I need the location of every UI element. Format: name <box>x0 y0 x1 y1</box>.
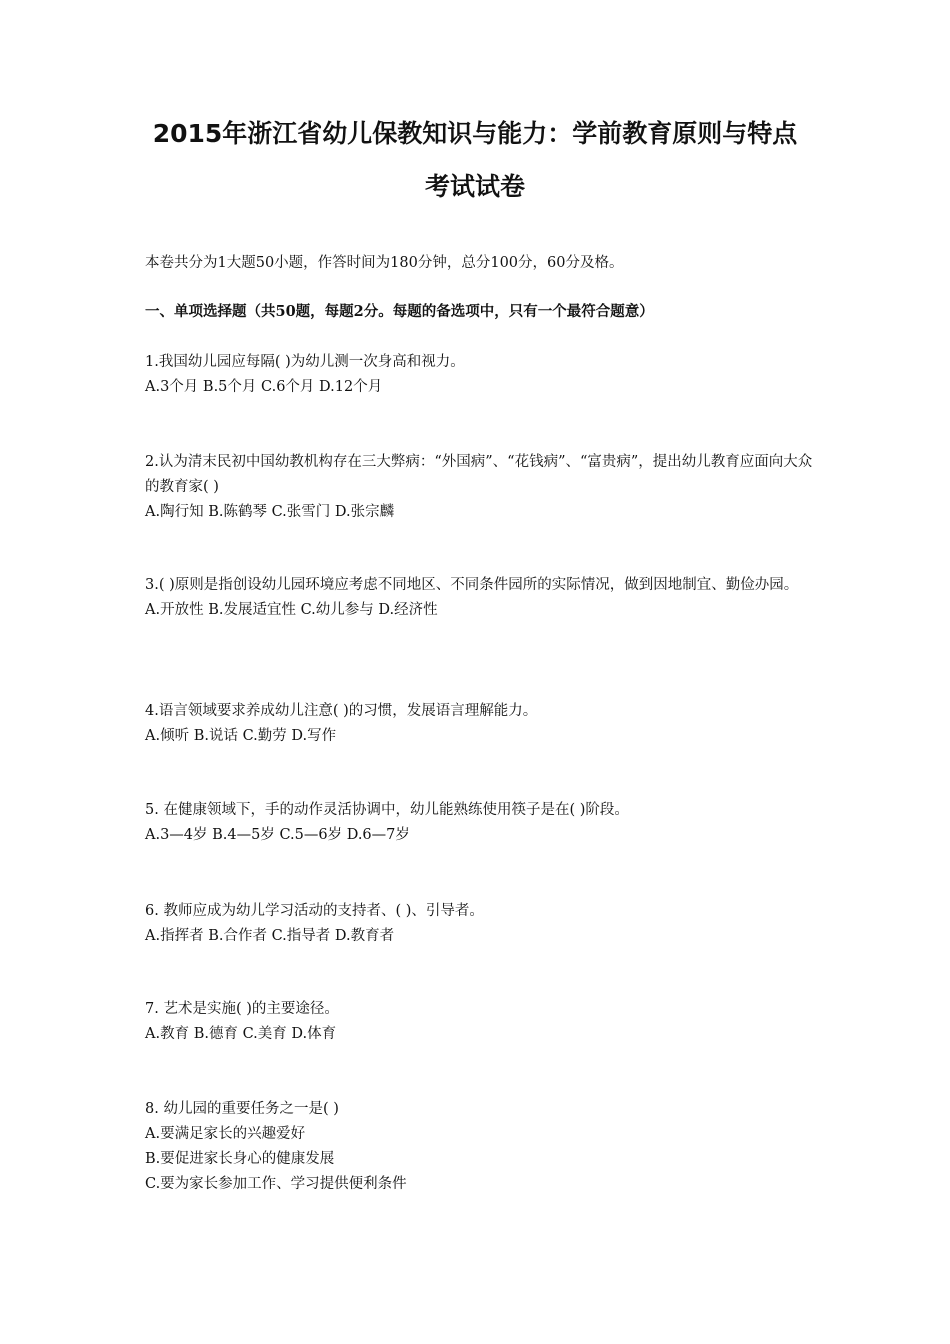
question-8-option-a: A.要满足家长的兴趣爱好 <box>145 1126 306 1142</box>
question-4-stem: 4.语言领域要求养成幼儿注意( )的习惯，发展语言理解能力。 <box>145 703 538 719</box>
question-6-stem: 6. 教师应成为幼儿学习活动的支持者、( )、引导者。 <box>145 903 484 919</box>
question-2 <box>145 450 825 525</box>
question-7 <box>145 997 825 1047</box>
question-5-options: A.3—4岁 B.4—5岁 C.5—6岁 D.6—7岁 <box>145 827 410 843</box>
question-8-stem: 8. 幼儿园的重要任务之一是( ) <box>145 1101 339 1117</box>
question-8-option-c: C.要为家长参加工作、学习提供便利条件 <box>145 1176 407 1192</box>
question-2-options: A.陶行知 B.陈鹤琴 C.张雪门 D.张宗麟 <box>145 504 395 520</box>
question-4 <box>145 699 825 749</box>
question-3-options: A.开放性 B.发展适宜性 C.幼儿参与 D.经济性 <box>145 602 438 618</box>
exam-intro: 本卷共分为1大题50小题，作答时间为180分钟，总分100分，60分及格。 <box>145 255 624 271</box>
question-2-stem: 2.认为清末民初中国幼教机构存在三大弊病：“外国病”、“花钱病”、“富贵病”，提出幼儿教育应面向大众的教育家( ) <box>145 454 813 495</box>
question-3-stem: 3.( )原则是指创设幼儿园环境应考虑不同地区、不同条件园所的实际情况，做到因地制宜、勤俭办园。 <box>145 577 799 593</box>
question-5 <box>145 798 825 848</box>
question-7-options: A.教育 B.德育 C.美育 D.体育 <box>145 1026 337 1042</box>
question-6 <box>145 899 825 949</box>
question-1 <box>145 350 825 400</box>
question-7-stem: 7. 艺术是实施( )的主要途径。 <box>145 1001 339 1017</box>
question-1-options: A.3个月 B.5个月 C.6个月 D.12个月 <box>145 379 383 395</box>
question-5-stem: 5. 在健康领域下，手的动作灵活协调中，幼儿能熟练使用筷子是在( )阶段。 <box>145 802 629 818</box>
question-4-options: A.倾听 B.说话 C.勤劳 D.写作 <box>145 728 337 744</box>
question-8 <box>145 1097 825 1197</box>
document-title-line1: 2015年浙江省幼儿保教知识与能力：学前教育原则与特点 <box>152 119 798 148</box>
section-heading: 一、单项选择题（共50题，每题2分。每题的备选项中，只有一个最符合题意） <box>145 303 654 320</box>
question-3 <box>145 573 825 623</box>
question-1-stem: 1.我国幼儿园应每隔( )为幼儿测一次身高和视力。 <box>145 354 465 370</box>
document-title-line2: 考试试卷 <box>424 172 525 201</box>
question-8-option-b: B.要促进家长身心的健康发展 <box>145 1151 335 1167</box>
question-6-options: A.指挥者 B.合作者 C.指导者 D.教育者 <box>145 928 395 944</box>
